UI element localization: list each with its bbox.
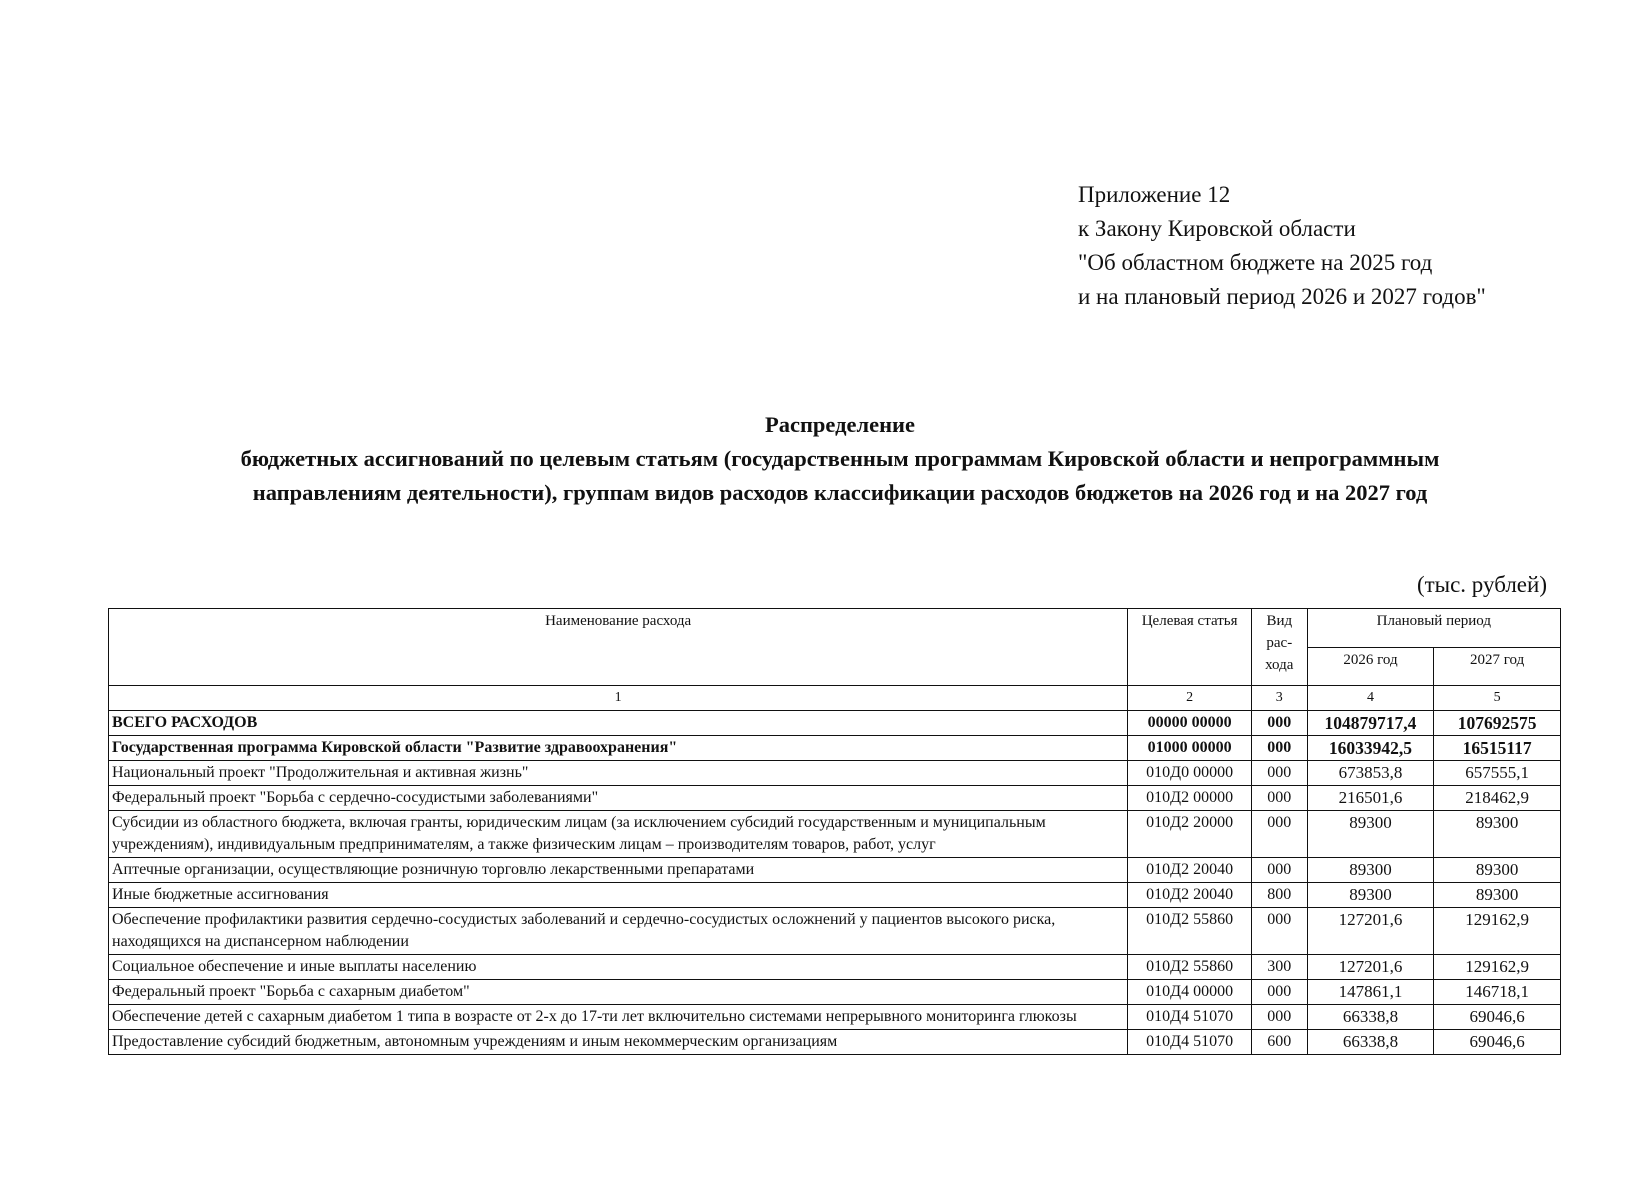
row-name: Субсидии из областного бюджета, включая гранты, юридическим лицам (за исключением субсидий государственным и муниципальным учреждениям), индивидуальным предпринимателям, а также физическим лицам – производителям товаров, работ, услуг — [109, 811, 1128, 858]
table-row — [109, 1030, 1561, 1055]
row-name: Иные бюджетные ассигнования — [109, 883, 1128, 908]
row-name: Обеспечение профилактики развития сердечно-сосудистых заболеваний и сердечно-сосудистых осложнений у пациентов высокого риска, находящихся на диспансерном наблюдении — [109, 908, 1128, 955]
table-row — [109, 955, 1561, 980]
row-value-2026: 66338,8 — [1307, 1005, 1434, 1030]
row-value-2026: 89300 — [1307, 811, 1434, 858]
row-code: 01000 00000 — [1128, 736, 1252, 761]
row-code: 010Д2 20040 — [1128, 883, 1252, 908]
column-number: 4 — [1307, 686, 1434, 711]
row-value-2026: 66338,8 — [1307, 1030, 1434, 1055]
row-value-2026: 104879717,4 — [1307, 711, 1434, 736]
header-period: Плановый период — [1307, 609, 1560, 648]
row-value-2027: 129162,9 — [1434, 955, 1561, 980]
units-label: (тыс. рублей) — [1416, 572, 1547, 597]
row-kind: 000 — [1251, 711, 1307, 736]
table-row — [109, 858, 1561, 883]
header-year-2027: 2027 год — [1434, 647, 1561, 686]
row-value-2026: 216501,6 — [1307, 786, 1434, 811]
table-row — [109, 711, 1561, 736]
row-value-2027: 89300 — [1434, 883, 1561, 908]
row-value-2026: 89300 — [1307, 883, 1434, 908]
row-code: 010Д4 00000 — [1128, 980, 1252, 1005]
header-name: Наименование расхода — [109, 609, 1128, 686]
table-row — [109, 736, 1561, 761]
header-year-2026: 2026 год — [1307, 647, 1434, 686]
row-value-2026: 89300 — [1307, 858, 1434, 883]
row-code: 010Д2 55860 — [1128, 908, 1252, 955]
appendix-line: Приложение 12 — [1078, 182, 1231, 207]
row-value-2027: 146718,1 — [1434, 980, 1561, 1005]
column-number: 2 — [1128, 686, 1252, 711]
table-row — [109, 980, 1561, 1005]
row-value-2027: 89300 — [1434, 858, 1561, 883]
header-kind: Вид рас-хода — [1251, 609, 1307, 686]
row-value-2026: 673853,8 — [1307, 761, 1434, 786]
row-value-2027: 129162,9 — [1434, 908, 1561, 955]
appendix-line: "Об областном бюджете на 2025 год — [1078, 250, 1433, 275]
row-name: Обеспечение детей с сахарным диабетом 1 типа в возрасте от 2-х до 17-ти лет включительно системами непрерывного мониторинга глюкозы — [109, 1005, 1128, 1030]
row-kind: 000 — [1251, 1005, 1307, 1030]
row-name: Социальное обеспечение и иные выплаты населению — [109, 955, 1128, 980]
row-value-2026: 147861,1 — [1307, 980, 1434, 1005]
column-number: 3 — [1251, 686, 1307, 711]
row-value-2027: 107692575 — [1434, 711, 1561, 736]
row-kind: 000 — [1251, 858, 1307, 883]
row-value-2027: 69046,6 — [1434, 1005, 1561, 1030]
row-name: Федеральный проект "Борьба с сахарным диабетом" — [109, 980, 1128, 1005]
table-row — [109, 761, 1561, 786]
budget-table — [108, 608, 1561, 1055]
row-kind: 000 — [1251, 786, 1307, 811]
row-code: 010Д2 00000 — [1128, 786, 1252, 811]
row-code: 010Д2 20040 — [1128, 858, 1252, 883]
row-kind: 000 — [1251, 761, 1307, 786]
row-name: Аптечные организации, осуществляющие розничную торговлю лекарственными препаратами — [109, 858, 1128, 883]
row-code: 010Д4 51070 — [1128, 1030, 1252, 1055]
table-row — [109, 786, 1561, 811]
column-number: 1 — [109, 686, 1128, 711]
row-kind: 000 — [1251, 736, 1307, 761]
appendix-reference — [1078, 178, 1486, 314]
row-value-2027: 89300 — [1434, 811, 1561, 858]
appendix-line: и на плановый период 2026 и 2027 годов" — [1078, 284, 1486, 309]
row-kind: 000 — [1251, 980, 1307, 1005]
row-kind: 000 — [1251, 811, 1307, 858]
row-code: 010Д0 00000 — [1128, 761, 1252, 786]
row-name: Предоставление субсидий бюджетным, автономным учреждениям и иным некоммерческим организациям — [109, 1030, 1128, 1055]
header-code: Целевая статья — [1128, 609, 1252, 686]
row-name: Государственная программа Кировской области "Развитие здравоохранения" — [109, 736, 1128, 761]
row-code: 010Д2 20000 — [1128, 811, 1252, 858]
table-row — [109, 1005, 1561, 1030]
row-value-2027: 218462,9 — [1434, 786, 1561, 811]
row-code: 010Д2 55860 — [1128, 955, 1252, 980]
column-number: 5 — [1434, 686, 1561, 711]
row-value-2026: 16033942,5 — [1307, 736, 1434, 761]
row-kind: 600 — [1251, 1030, 1307, 1055]
title-line-3: направлениям деятельности), группам видов расходов классификации расходов бюджетов на 2026 год и на 2027 год — [252, 480, 1428, 505]
row-value-2027: 16515117 — [1434, 736, 1561, 761]
appendix-line: к Закону Кировской области — [1078, 216, 1356, 241]
row-name: Федеральный проект "Борьба с сердечно-сосудистыми заболеваниями" — [109, 786, 1128, 811]
row-value-2026: 127201,6 — [1307, 908, 1434, 955]
table-row — [109, 811, 1561, 858]
document-title — [110, 408, 1570, 510]
table-row — [109, 908, 1561, 955]
row-code: 00000 00000 — [1128, 711, 1252, 736]
row-value-2027: 657555,1 — [1434, 761, 1561, 786]
row-name: ВСЕГО РАСХОДОВ — [109, 711, 1128, 736]
title-line-2: бюджетных ассигнований по целевым статьям (государственным программам Кировской области и непрограммным — [240, 446, 1440, 471]
row-value-2027: 69046,6 — [1434, 1030, 1561, 1055]
row-value-2026: 127201,6 — [1307, 955, 1434, 980]
row-code: 010Д4 51070 — [1128, 1005, 1252, 1030]
row-kind: 300 — [1251, 955, 1307, 980]
row-kind: 000 — [1251, 908, 1307, 955]
table-row — [109, 883, 1561, 908]
row-kind: 800 — [1251, 883, 1307, 908]
title-line-1: Распределение — [764, 412, 916, 437]
row-name: Национальный проект "Продолжительная и активная жизнь" — [109, 761, 1128, 786]
